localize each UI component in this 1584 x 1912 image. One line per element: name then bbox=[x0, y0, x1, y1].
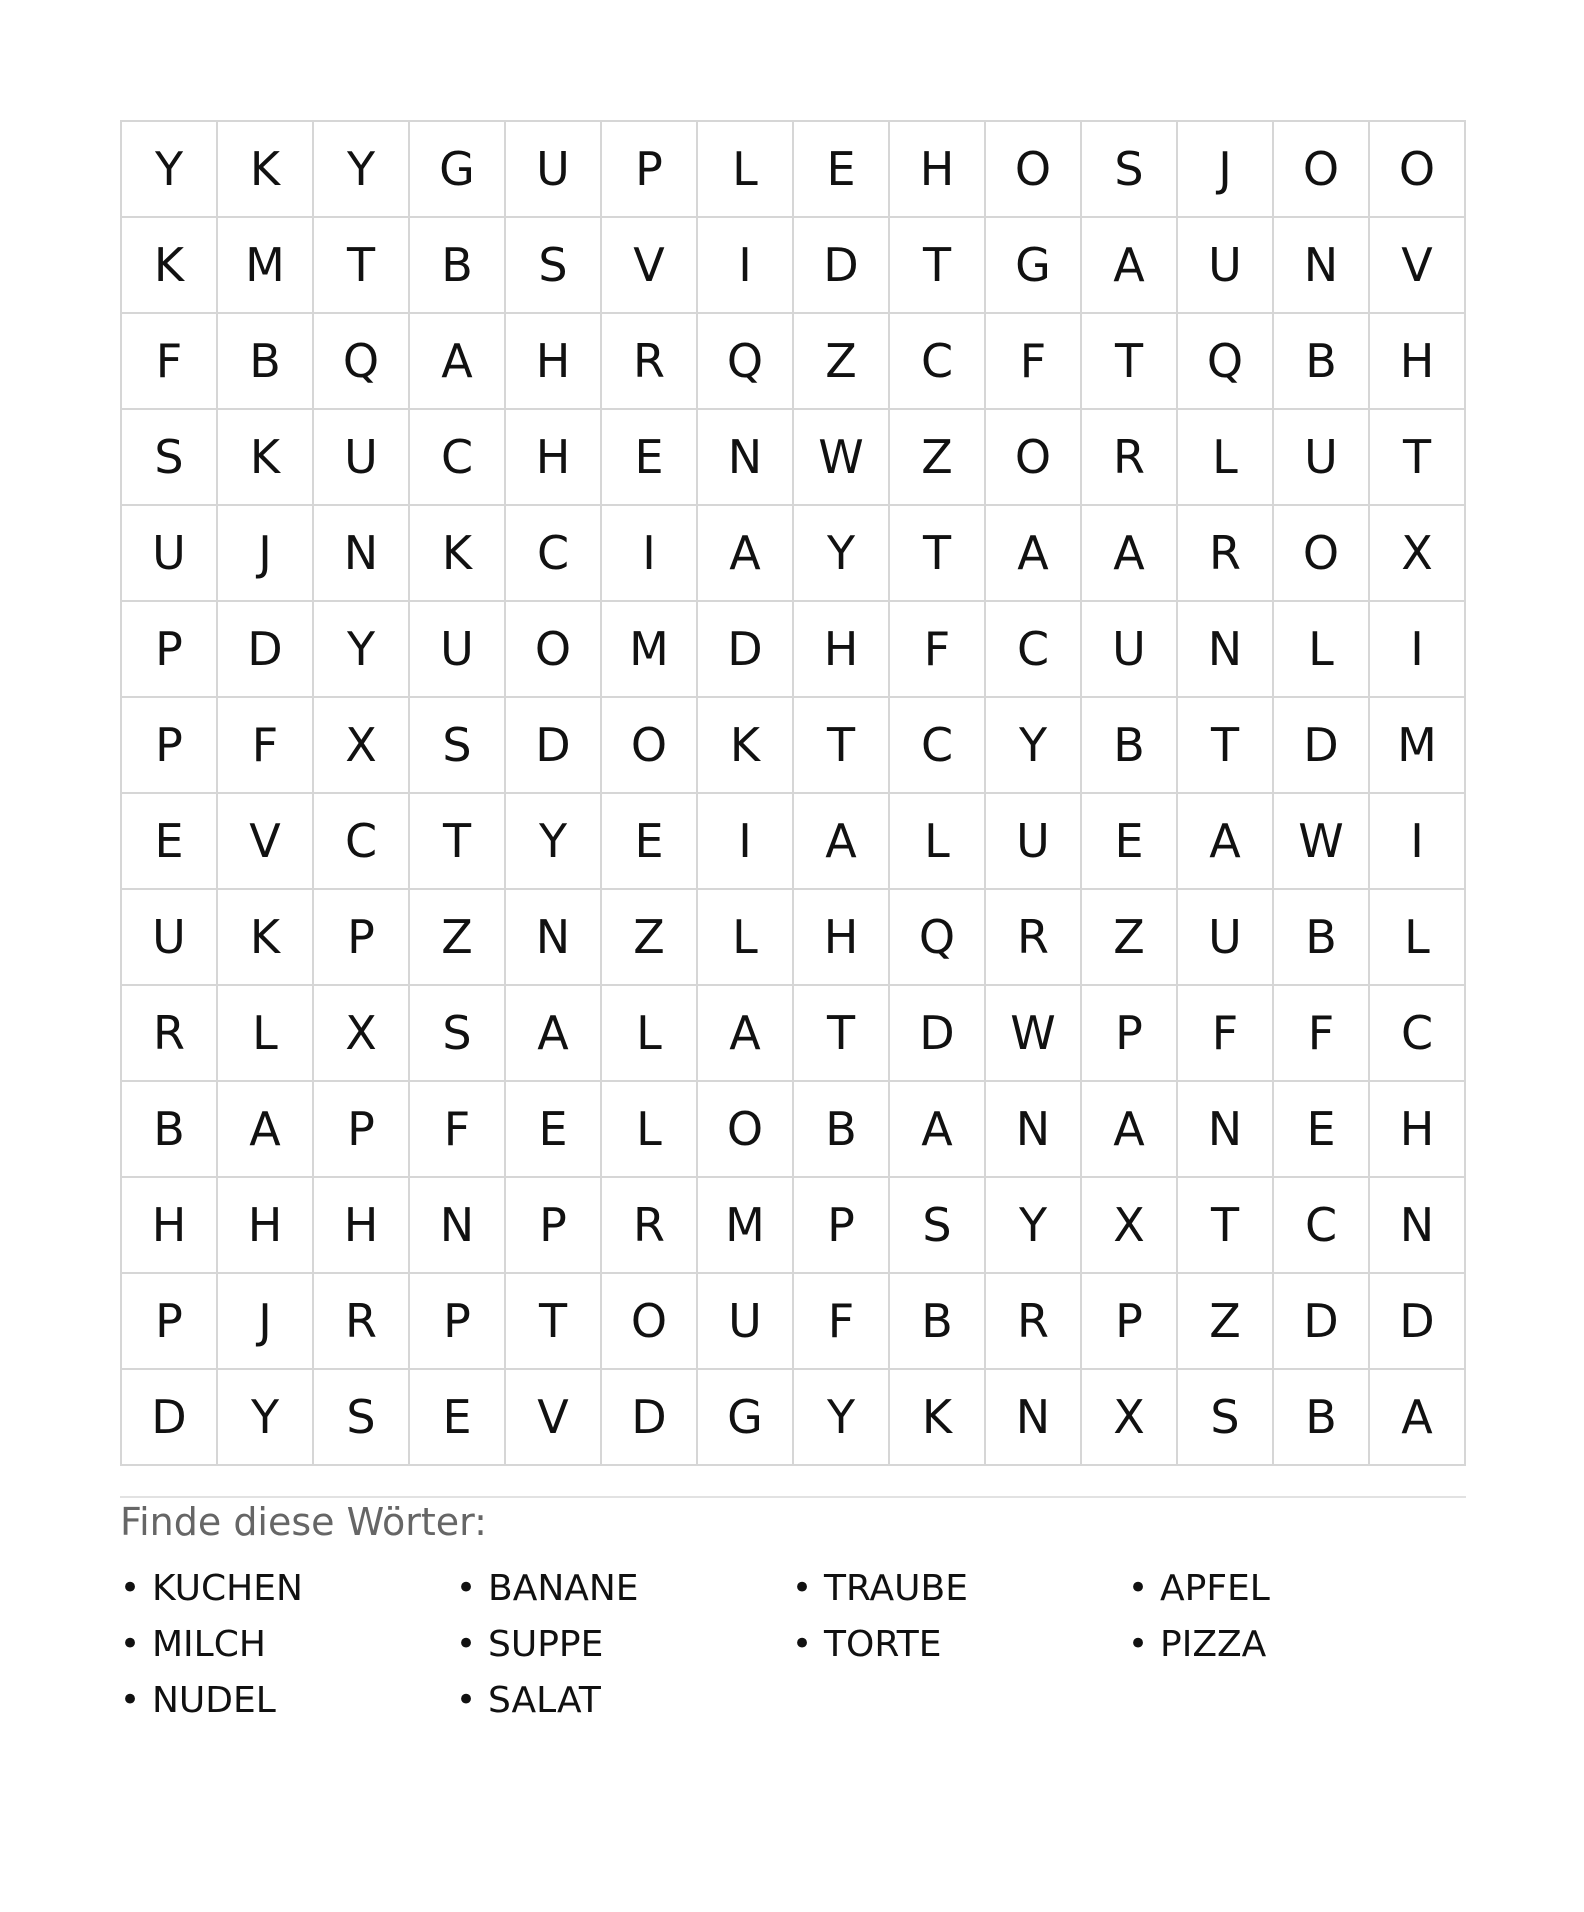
grid-cell[interactable]: I bbox=[602, 506, 698, 602]
grid-cell[interactable]: H bbox=[314, 1178, 410, 1274]
word-label: PIZZA bbox=[1160, 1623, 1267, 1665]
word-label: BANANE bbox=[488, 1567, 639, 1609]
grid-cell[interactable]: Z bbox=[1178, 1274, 1274, 1370]
grid-cell[interactable]: K bbox=[218, 890, 314, 986]
grid-cell[interactable]: M bbox=[1370, 698, 1466, 794]
grid-cell[interactable]: S bbox=[410, 986, 506, 1082]
grid-cell[interactable]: P bbox=[602, 122, 698, 218]
grid-cell[interactable]: R bbox=[986, 890, 1082, 986]
grid-cell[interactable]: W bbox=[1274, 794, 1370, 890]
grid-cell[interactable]: T bbox=[1370, 410, 1466, 506]
grid-cell[interactable]: X bbox=[1370, 506, 1466, 602]
grid-cell[interactable]: A bbox=[698, 506, 794, 602]
grid-cell[interactable]: A bbox=[794, 794, 890, 890]
grid-cell[interactable]: D bbox=[218, 602, 314, 698]
bullet-icon: • bbox=[120, 1624, 141, 1664]
grid-cell[interactable]: T bbox=[1178, 698, 1274, 794]
grid-cell[interactable]: J bbox=[218, 506, 314, 602]
grid-cell[interactable]: V bbox=[1370, 218, 1466, 314]
grid-cell[interactable]: L bbox=[890, 794, 986, 890]
grid-cell[interactable]: T bbox=[890, 218, 986, 314]
grid-cell[interactable]: C bbox=[890, 314, 986, 410]
grid-cell[interactable]: H bbox=[1370, 314, 1466, 410]
grid-cell[interactable]: A bbox=[410, 314, 506, 410]
grid-cell[interactable]: L bbox=[1274, 602, 1370, 698]
grid-cell[interactable]: F bbox=[890, 602, 986, 698]
grid-cell[interactable]: P bbox=[122, 1274, 218, 1370]
grid-cell[interactable]: E bbox=[602, 410, 698, 506]
grid-cell[interactable]: U bbox=[698, 1274, 794, 1370]
grid-cell[interactable]: W bbox=[794, 410, 890, 506]
grid-cell[interactable]: Q bbox=[890, 890, 986, 986]
grid-cell[interactable]: W bbox=[986, 986, 1082, 1082]
grid-cell[interactable]: T bbox=[794, 698, 890, 794]
grid-cell[interactable]: F bbox=[986, 314, 1082, 410]
word-list-item bbox=[456, 1560, 792, 1616]
grid-cell[interactable]: D bbox=[602, 1370, 698, 1466]
grid-cell[interactable]: U bbox=[506, 122, 602, 218]
word-list-heading: Finde diese Wörter: bbox=[120, 1500, 487, 1544]
grid-cell[interactable]: N bbox=[698, 410, 794, 506]
grid-cell[interactable]: A bbox=[698, 986, 794, 1082]
grid-cell[interactable]: A bbox=[1178, 794, 1274, 890]
grid-cell[interactable]: S bbox=[506, 218, 602, 314]
grid-cell[interactable]: X bbox=[1082, 1178, 1178, 1274]
grid-cell[interactable]: H bbox=[122, 1178, 218, 1274]
grid-cell[interactable]: C bbox=[986, 602, 1082, 698]
section-divider bbox=[120, 1496, 1466, 1498]
grid-cell[interactable]: C bbox=[506, 506, 602, 602]
grid-cell[interactable]: H bbox=[794, 602, 890, 698]
grid-cell[interactable]: R bbox=[314, 1274, 410, 1370]
word-list-item bbox=[1128, 1560, 1464, 1616]
bullet-icon: • bbox=[792, 1624, 813, 1664]
grid-cell[interactable]: N bbox=[1178, 1082, 1274, 1178]
grid-cell[interactable]: I bbox=[1370, 794, 1466, 890]
grid-cell[interactable]: R bbox=[602, 314, 698, 410]
grid-cell[interactable]: K bbox=[122, 218, 218, 314]
grid-cell[interactable]: U bbox=[1178, 890, 1274, 986]
grid-cell[interactable]: K bbox=[218, 122, 314, 218]
word-label: TRAUBE bbox=[824, 1567, 968, 1609]
grid-cell[interactable]: Y bbox=[218, 1370, 314, 1466]
grid-cell[interactable]: Z bbox=[1082, 890, 1178, 986]
word-label: NUDEL bbox=[152, 1679, 276, 1721]
grid-cell[interactable]: B bbox=[794, 1082, 890, 1178]
grid-cell[interactable]: D bbox=[1370, 1274, 1466, 1370]
grid-cell[interactable]: Q bbox=[698, 314, 794, 410]
grid-cell[interactable]: H bbox=[794, 890, 890, 986]
word-label: SALAT bbox=[488, 1679, 601, 1721]
grid-cell[interactable]: T bbox=[1082, 314, 1178, 410]
grid-cell[interactable]: E bbox=[794, 122, 890, 218]
grid-cell[interactable]: U bbox=[1082, 602, 1178, 698]
grid-cell[interactable]: C bbox=[314, 794, 410, 890]
word-list-item bbox=[120, 1560, 456, 1616]
grid-cell[interactable]: T bbox=[410, 794, 506, 890]
grid-cell[interactable]: E bbox=[1082, 794, 1178, 890]
grid-cell[interactable]: L bbox=[602, 1082, 698, 1178]
grid-cell[interactable]: C bbox=[410, 410, 506, 506]
grid-cell[interactable]: N bbox=[410, 1178, 506, 1274]
grid-cell[interactable]: E bbox=[1274, 1082, 1370, 1178]
grid-cell[interactable]: E bbox=[122, 794, 218, 890]
grid-cell[interactable]: X bbox=[314, 698, 410, 794]
grid-cell[interactable]: Q bbox=[1178, 314, 1274, 410]
grid-cell[interactable]: P bbox=[122, 602, 218, 698]
grid-cell[interactable]: N bbox=[506, 890, 602, 986]
word-list-item bbox=[120, 1616, 456, 1672]
grid-cell[interactable]: A bbox=[986, 506, 1082, 602]
grid-cell[interactable]: A bbox=[1082, 218, 1178, 314]
grid-cell[interactable]: D bbox=[1274, 1274, 1370, 1370]
grid-cell[interactable]: A bbox=[218, 1082, 314, 1178]
grid-cell[interactable]: U bbox=[122, 890, 218, 986]
grid-cell[interactable]: Q bbox=[314, 314, 410, 410]
grid-cell[interactable]: B bbox=[122, 1082, 218, 1178]
grid-cell[interactable]: P bbox=[410, 1274, 506, 1370]
grid-cell[interactable]: Y bbox=[794, 1370, 890, 1466]
grid-cell[interactable]: G bbox=[986, 218, 1082, 314]
grid-cell[interactable]: H bbox=[506, 314, 602, 410]
bullet-icon: • bbox=[1128, 1624, 1149, 1664]
word-search-grid bbox=[120, 120, 1466, 1466]
grid-cell[interactable]: Y bbox=[314, 122, 410, 218]
grid-cell[interactable]: P bbox=[1082, 986, 1178, 1082]
word-list-item bbox=[456, 1616, 792, 1672]
grid-cell[interactable]: K bbox=[698, 698, 794, 794]
grid-cell[interactable]: D bbox=[890, 986, 986, 1082]
grid-cell[interactable]: K bbox=[218, 410, 314, 506]
grid-cell[interactable]: H bbox=[218, 1178, 314, 1274]
grid-cell[interactable]: M bbox=[218, 218, 314, 314]
grid-cell[interactable]: L bbox=[1370, 890, 1466, 986]
grid-cell[interactable]: Y bbox=[506, 794, 602, 890]
grid-cell[interactable]: T bbox=[794, 986, 890, 1082]
grid-cell[interactable]: P bbox=[794, 1178, 890, 1274]
grid-cell[interactable]: D bbox=[506, 698, 602, 794]
grid-cell[interactable]: X bbox=[1082, 1370, 1178, 1466]
word-label: TORTE bbox=[824, 1623, 942, 1665]
word-list bbox=[120, 1560, 1466, 1728]
grid-cell[interactable]: Z bbox=[794, 314, 890, 410]
grid-cell[interactable]: V bbox=[506, 1370, 602, 1466]
grid-cell[interactable]: A bbox=[1370, 1370, 1466, 1466]
word-list-item bbox=[1128, 1616, 1464, 1672]
grid-cell[interactable]: Y bbox=[122, 122, 218, 218]
grid-cell[interactable]: P bbox=[1082, 1274, 1178, 1370]
grid-cell[interactable]: B bbox=[1274, 890, 1370, 986]
bullet-icon: • bbox=[1128, 1568, 1149, 1608]
grid-cell[interactable]: P bbox=[506, 1178, 602, 1274]
grid-cell[interactable]: A bbox=[890, 1082, 986, 1178]
grid-cell[interactable]: R bbox=[986, 1274, 1082, 1370]
grid-cell[interactable]: Z bbox=[890, 410, 986, 506]
grid-cell[interactable]: I bbox=[1370, 602, 1466, 698]
grid-cell[interactable]: F bbox=[218, 698, 314, 794]
grid-cell[interactable]: U bbox=[1274, 410, 1370, 506]
grid-cell[interactable]: O bbox=[698, 1082, 794, 1178]
grid-cell[interactable]: V bbox=[602, 218, 698, 314]
grid-cell[interactable]: H bbox=[506, 410, 602, 506]
word-label: KUCHEN bbox=[152, 1567, 303, 1609]
bullet-icon: • bbox=[120, 1680, 141, 1720]
grid-cell[interactable]: N bbox=[1370, 1178, 1466, 1274]
grid-cell[interactable]: B bbox=[1082, 698, 1178, 794]
bullet-icon: • bbox=[456, 1624, 477, 1664]
grid-cell[interactable]: B bbox=[890, 1274, 986, 1370]
grid-cell[interactable]: T bbox=[314, 218, 410, 314]
grid-cell[interactable]: O bbox=[1274, 122, 1370, 218]
grid-cell[interactable]: A bbox=[506, 986, 602, 1082]
grid-cell[interactable]: D bbox=[794, 218, 890, 314]
grid-cell[interactable]: T bbox=[1178, 1178, 1274, 1274]
bullet-icon: • bbox=[120, 1568, 141, 1608]
grid-cell[interactable]: L bbox=[602, 986, 698, 1082]
grid-cell[interactable]: F bbox=[410, 1082, 506, 1178]
grid-cell[interactable]: E bbox=[410, 1370, 506, 1466]
word-label: APFEL bbox=[1160, 1567, 1270, 1609]
grid-cell[interactable]: O bbox=[986, 410, 1082, 506]
grid-cell[interactable]: Y bbox=[314, 602, 410, 698]
word-label: SUPPE bbox=[488, 1623, 604, 1665]
grid-cell[interactable]: P bbox=[314, 1082, 410, 1178]
grid-cell[interactable]: S bbox=[1082, 122, 1178, 218]
grid-cell[interactable]: R bbox=[122, 986, 218, 1082]
grid-cell[interactable]: Y bbox=[986, 1178, 1082, 1274]
grid-cell[interactable]: I bbox=[698, 218, 794, 314]
grid-cell[interactable]: G bbox=[698, 1370, 794, 1466]
grid-cell[interactable]: O bbox=[1370, 122, 1466, 218]
grid-cell[interactable]: C bbox=[1370, 986, 1466, 1082]
grid-cell[interactable]: N bbox=[986, 1082, 1082, 1178]
grid-cell[interactable]: S bbox=[122, 410, 218, 506]
word-list-item bbox=[792, 1560, 1128, 1616]
grid-cell[interactable]: U bbox=[986, 794, 1082, 890]
grid-cell[interactable]: E bbox=[506, 1082, 602, 1178]
grid-cell[interactable]: G bbox=[410, 122, 506, 218]
grid-cell[interactable]: S bbox=[410, 698, 506, 794]
grid-cell[interactable]: T bbox=[890, 506, 986, 602]
grid-cell[interactable]: Y bbox=[986, 698, 1082, 794]
grid-cell[interactable]: S bbox=[890, 1178, 986, 1274]
grid-cell[interactable]: C bbox=[890, 698, 986, 794]
grid-cell[interactable]: Y bbox=[794, 506, 890, 602]
grid-cell[interactable]: H bbox=[890, 122, 986, 218]
grid-cell[interactable]: V bbox=[218, 794, 314, 890]
grid-cell[interactable]: N bbox=[1274, 218, 1370, 314]
bullet-icon: • bbox=[456, 1680, 477, 1720]
grid-cell[interactable]: U bbox=[314, 410, 410, 506]
grid-cell[interactable]: O bbox=[506, 602, 602, 698]
word-list-item bbox=[120, 1672, 456, 1728]
grid-cell[interactable]: P bbox=[122, 698, 218, 794]
grid-cell[interactable]: N bbox=[986, 1370, 1082, 1466]
grid-cell[interactable]: L bbox=[1178, 410, 1274, 506]
grid-cell[interactable]: O bbox=[602, 1274, 698, 1370]
word-list-item bbox=[456, 1672, 792, 1728]
grid-cell[interactable]: L bbox=[698, 122, 794, 218]
grid-cell[interactable]: N bbox=[314, 506, 410, 602]
grid-cell[interactable]: S bbox=[1178, 1370, 1274, 1466]
grid-cell[interactable]: I bbox=[698, 794, 794, 890]
grid-cell[interactable]: U bbox=[1178, 218, 1274, 314]
grid-cell[interactable]: A bbox=[1082, 1082, 1178, 1178]
grid-cell[interactable]: T bbox=[506, 1274, 602, 1370]
grid-cell[interactable]: J bbox=[1178, 122, 1274, 218]
grid-cell[interactable]: E bbox=[602, 794, 698, 890]
grid-cell[interactable]: C bbox=[1274, 1178, 1370, 1274]
grid-cell[interactable]: B bbox=[1274, 314, 1370, 410]
grid-cell[interactable]: F bbox=[1178, 986, 1274, 1082]
grid-cell[interactable]: S bbox=[314, 1370, 410, 1466]
grid-cell[interactable]: D bbox=[122, 1370, 218, 1466]
grid-cell[interactable]: R bbox=[602, 1178, 698, 1274]
grid-cell[interactable]: R bbox=[1178, 506, 1274, 602]
grid-cell[interactable]: O bbox=[986, 122, 1082, 218]
grid-cell[interactable]: H bbox=[1370, 1082, 1466, 1178]
grid-cell[interactable]: L bbox=[218, 986, 314, 1082]
grid-cell[interactable]: B bbox=[218, 314, 314, 410]
grid-cell[interactable]: U bbox=[122, 506, 218, 602]
grid-cell[interactable]: A bbox=[1082, 506, 1178, 602]
grid-cell[interactable]: X bbox=[314, 986, 410, 1082]
grid-cell[interactable]: O bbox=[1274, 506, 1370, 602]
grid-cell[interactable]: Z bbox=[602, 890, 698, 986]
grid-cell[interactable]: R bbox=[1082, 410, 1178, 506]
grid-cell[interactable]: K bbox=[410, 506, 506, 602]
bullet-icon: • bbox=[456, 1568, 477, 1608]
grid-cell[interactable]: N bbox=[1178, 602, 1274, 698]
word-label: MILCH bbox=[152, 1623, 266, 1665]
grid-cell[interactable]: M bbox=[698, 1178, 794, 1274]
grid-cell[interactable]: B bbox=[1274, 1370, 1370, 1466]
grid-cell[interactable]: J bbox=[218, 1274, 314, 1370]
grid-cell[interactable]: F bbox=[122, 314, 218, 410]
bullet-icon: • bbox=[792, 1568, 813, 1608]
grid-cell[interactable]: F bbox=[1274, 986, 1370, 1082]
grid-cell[interactable]: D bbox=[1274, 698, 1370, 794]
grid-cell[interactable]: O bbox=[602, 698, 698, 794]
grid-cell[interactable]: M bbox=[602, 602, 698, 698]
grid-cell[interactable]: U bbox=[410, 602, 506, 698]
grid-cell[interactable]: K bbox=[890, 1370, 986, 1466]
grid-cell[interactable]: Z bbox=[410, 890, 506, 986]
grid-cell[interactable]: L bbox=[698, 890, 794, 986]
grid-cell[interactable]: D bbox=[698, 602, 794, 698]
word-list-item bbox=[792, 1616, 1128, 1672]
grid-cell[interactable]: B bbox=[410, 218, 506, 314]
grid-cell[interactable]: F bbox=[794, 1274, 890, 1370]
grid-cell[interactable]: P bbox=[314, 890, 410, 986]
